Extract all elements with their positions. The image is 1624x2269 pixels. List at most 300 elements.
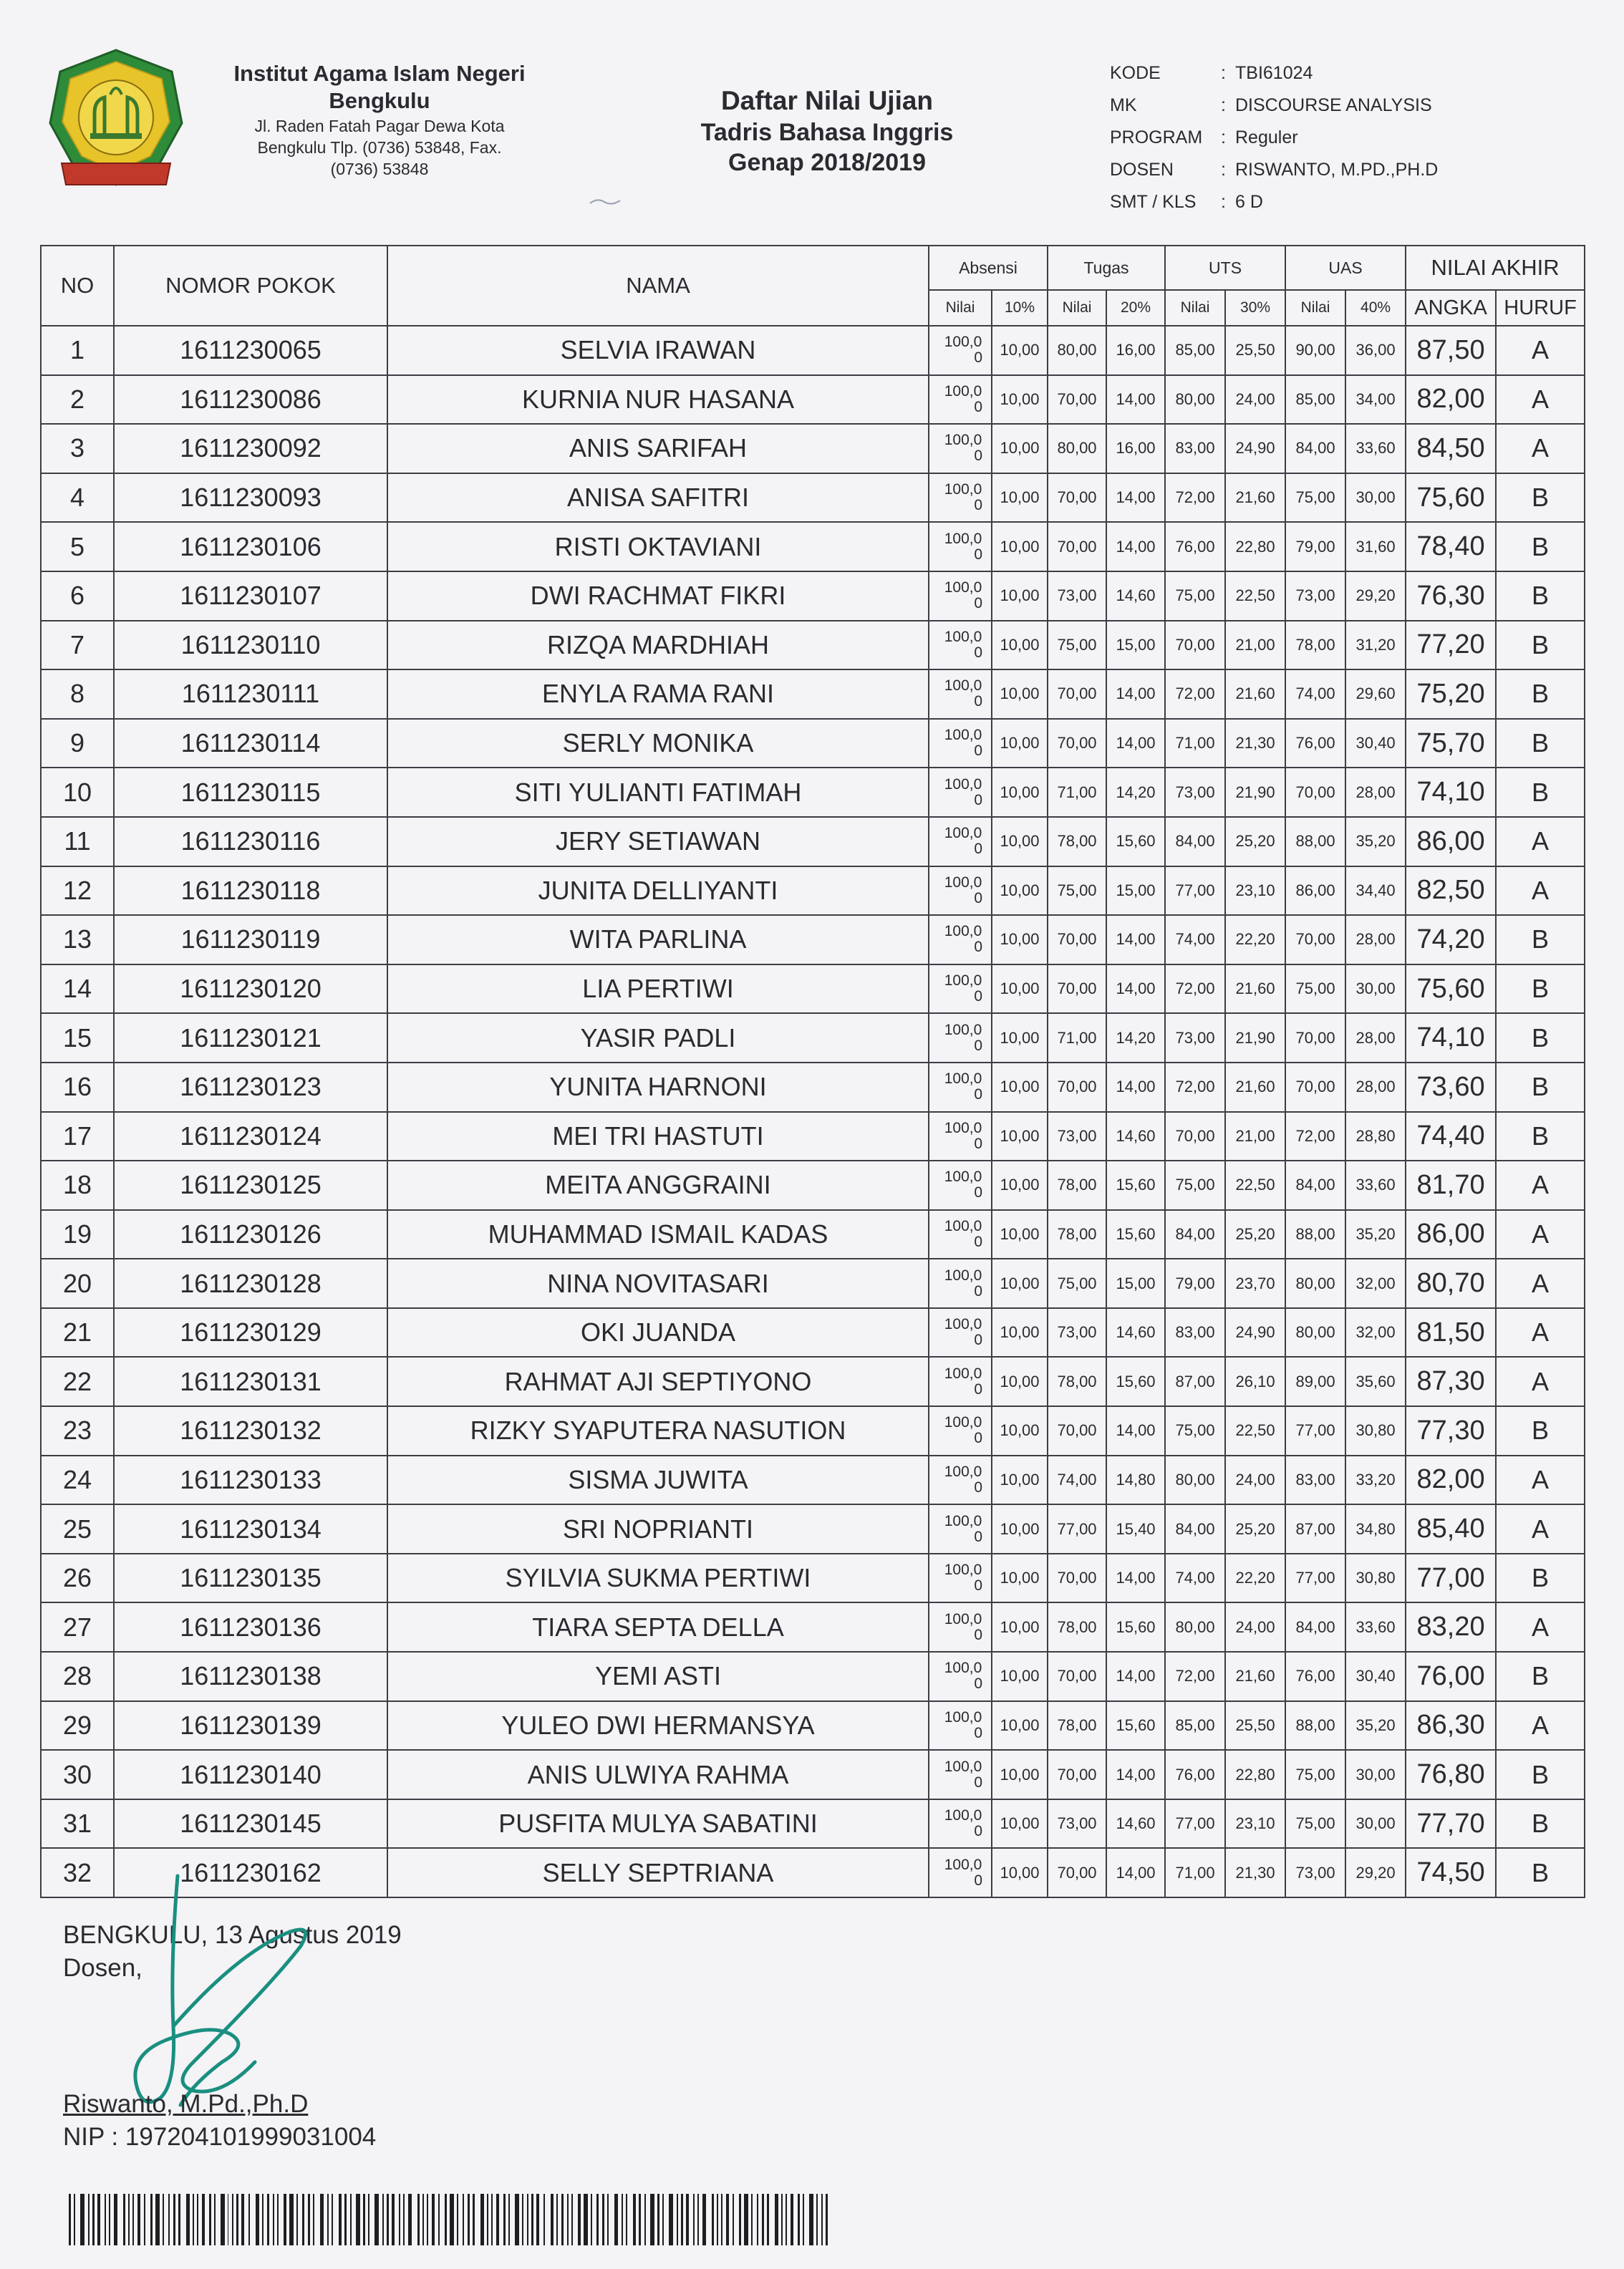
cell-nama: RIZQA MARDHIAH [387,621,929,670]
cell-uas-40pct: 35,20 [1345,1701,1406,1751]
cell-absensi-10pct: 10,00 [992,473,1048,523]
cell-absensi-10pct: 10,00 [992,817,1048,866]
meta-sep: : [1221,63,1226,83]
cell-no: 31 [41,1799,114,1849]
cell-uts-30pct: 22,50 [1225,571,1285,621]
cell-absensi-nilai [929,768,992,817]
barcode-bar [775,2194,778,2245]
title-line-2: Tadris Bahasa Inggris [700,119,954,146]
cell-tugas-nilai: 70,00 [1048,1652,1106,1701]
cell-angka: 82,50 [1406,866,1496,916]
cell-absensi-nilai [929,1210,992,1259]
cell-huruf: A [1496,1504,1585,1554]
cell-huruf: B [1496,473,1585,523]
cell-uts-nilai: 85,00 [1165,326,1225,375]
cell-absensi-nilai [929,326,992,375]
cell-uts-nilai: 73,00 [1165,768,1225,817]
barcode-bar [457,2194,458,2245]
cell-uts-30pct: 21,90 [1225,768,1285,817]
cell-nim: 1611230106 [114,522,387,571]
subheader-nilai: Nilai [1165,290,1225,326]
cell-nama: RIZKY SYAPUTERA NASUTION [387,1406,929,1456]
absensi-value-top: 100,0 [944,1512,982,1529]
cell-tugas-20pct: 15,60 [1106,1701,1165,1751]
barcode-bar [468,2194,470,2245]
cell-huruf: A [1496,1210,1585,1259]
cell-uts-nilai: 72,00 [1165,669,1225,719]
cell-angka: 86,00 [1406,1210,1496,1259]
barcode-bar [578,2194,581,2245]
barcode-bar [232,2194,233,2245]
cell-uts-30pct: 25,50 [1225,1701,1285,1751]
cell-tugas-20pct: 14,00 [1106,1652,1165,1701]
cell-uas-nilai: 84,00 [1285,1161,1345,1210]
cell-nama: RISTI OKTAVIANI [387,522,929,571]
cell-huruf: B [1496,719,1585,768]
barcode-bar [639,2194,641,2245]
absensi-value-top: 100,0 [944,1365,982,1382]
cell-uas-nilai: 73,00 [1285,571,1345,621]
cell-absensi-10pct: 10,00 [992,669,1048,719]
barcode-bar [262,2194,264,2245]
cell-nama: SYILVIA SUKMA PERTIWI [387,1554,929,1603]
barcode-bar [308,2194,310,2245]
barcode-bar [97,2194,100,2245]
cell-uas-40pct: 29,20 [1345,571,1406,621]
cell-nim: 1611230129 [114,1308,387,1358]
absensi-value-bottom: 0 [974,1872,982,1889]
cell-absensi-10pct: 10,00 [992,768,1048,817]
cell-no: 6 [41,571,114,621]
cell-nim: 1611230131 [114,1357,387,1406]
cell-tugas-20pct: 14,00 [1106,915,1165,964]
cell-absensi-nilai [929,522,992,571]
cell-uas-nilai: 78,00 [1285,621,1345,670]
cell-tugas-nilai: 77,00 [1048,1504,1106,1554]
cell-tugas-nilai: 75,00 [1048,1259,1106,1308]
cell-no: 3 [41,424,114,473]
cell-tugas-20pct: 14,00 [1106,669,1165,719]
cell-uts-nilai: 77,00 [1165,866,1225,916]
cell-uas-nilai: 72,00 [1285,1112,1345,1161]
absensi-value-top: 100,0 [944,1316,982,1333]
barcode-bar [387,2194,389,2245]
cell-huruf: B [1496,1652,1585,1701]
cell-uas-40pct: 33,60 [1345,1602,1406,1652]
barcode-bar [408,2194,412,2245]
cell-uas-nilai: 88,00 [1285,817,1345,866]
barcode-bar [463,2194,464,2245]
handwritten-signature [86,1847,344,2119]
cell-absensi-10pct: 10,00 [992,621,1048,670]
absensi-value-bottom: 0 [974,1479,982,1496]
cell-absensi-10pct: 10,00 [992,1013,1048,1063]
cell-uas-nilai: 79,00 [1285,522,1345,571]
absensi-value-bottom: 0 [974,644,982,661]
cell-uas-nilai: 77,00 [1285,1554,1345,1603]
cell-tugas-nilai: 78,00 [1048,817,1106,866]
cell-uas-40pct: 28,00 [1345,915,1406,964]
cell-nim: 1611230120 [114,964,387,1014]
absensi-value-bottom: 0 [974,988,982,1005]
absensi-value-bottom: 0 [974,1823,982,1840]
barcode-bar [214,2194,216,2245]
cell-uas-40pct: 35,60 [1345,1357,1406,1406]
cell-angka: 81,50 [1406,1308,1496,1358]
barcode-bar [567,2194,569,2245]
cell-angka: 75,70 [1406,719,1496,768]
cell-uts-30pct: 21,60 [1225,1652,1285,1701]
meta-row [1110,63,1438,95]
cell-tugas-20pct: 14,00 [1106,375,1165,425]
meta-row [1110,127,1438,160]
absensi-value-top: 100,0 [944,923,982,940]
table-row [41,1602,1585,1652]
barcode-bar [762,2194,764,2245]
absensi-value-top: 100,0 [944,775,982,793]
absensi-value-top: 100,0 [944,1856,982,1873]
signer-role: Dosen, [63,1954,142,1982]
cell-no: 18 [41,1161,114,1210]
cell-uts-30pct: 24,90 [1225,1308,1285,1358]
cell-nama: KURNIA NUR HASANA [387,375,929,425]
meta-sep: : [1221,95,1226,115]
cell-tugas-nilai: 70,00 [1048,1848,1106,1897]
barcode-bar [751,2194,753,2245]
course-meta [1110,63,1438,224]
barcode-bar [403,2194,405,2245]
cell-tugas-20pct: 15,60 [1106,1161,1165,1210]
cell-uas-40pct: 30,00 [1345,473,1406,523]
cell-angka: 76,30 [1406,571,1496,621]
cell-no: 21 [41,1308,114,1358]
table-row [41,1112,1585,1161]
cell-tugas-20pct: 14,00 [1106,719,1165,768]
absensi-value-top: 100,0 [944,1169,982,1186]
barcode-bar [350,2194,352,2245]
cell-no: 2 [41,375,114,425]
barcode-bar [726,2194,729,2245]
cell-tugas-nilai: 74,00 [1048,1456,1106,1505]
barcode-bar [209,2194,211,2245]
table-row [41,1259,1585,1308]
cell-absensi-nilai [929,1701,992,1751]
barcode-bar [551,2194,554,2245]
barcode-bar [173,2194,175,2245]
barcode-bar [327,2194,329,2245]
cell-angka: 87,30 [1406,1357,1496,1406]
barcode-bar [450,2194,454,2245]
cell-nama: PUSFITA MULYA SABATINI [387,1799,929,1849]
cell-huruf: B [1496,1013,1585,1063]
cell-absensi-10pct: 10,00 [992,1406,1048,1456]
cell-no: 32 [41,1848,114,1897]
cell-absensi-nilai [929,1456,992,1505]
cell-nama: DWI RACHMAT FIKRI [387,571,929,621]
cell-tugas-nilai: 78,00 [1048,1210,1106,1259]
col-header-nim: NOMOR POKOK [114,246,387,326]
cell-nim: 1611230140 [114,1750,387,1799]
barcode-bar [515,2194,519,2245]
cell-nim: 1611230124 [114,1112,387,1161]
table-row [41,1701,1585,1751]
cell-uts-nilai: 84,00 [1165,817,1225,866]
col-header-no: NO [41,246,114,326]
cell-nim: 1611230126 [114,1210,387,1259]
meta-key: PROGRAM [1110,127,1203,147]
barcode-bar [491,2194,493,2245]
barcode-bar [614,2194,618,2245]
barcode-bar [602,2194,604,2245]
barcode-bar [657,2194,659,2245]
cell-absensi-10pct: 10,00 [992,1112,1048,1161]
table-row [41,1210,1585,1259]
institution-name: Institut Agama Islam Negeri [233,61,526,86]
cell-uts-nilai: 80,00 [1165,1602,1225,1652]
cell-tugas-nilai: 78,00 [1048,1602,1106,1652]
cell-no: 23 [41,1406,114,1456]
barcode-bar [80,2194,84,2245]
cell-absensi-10pct: 10,00 [992,424,1048,473]
cell-uts-30pct: 22,50 [1225,1406,1285,1456]
table-row [41,1456,1585,1505]
barcode-bar [487,2194,488,2245]
cell-absensi-10pct: 10,00 [992,915,1048,964]
cell-uts-nilai: 84,00 [1165,1504,1225,1554]
cell-uts-30pct: 22,80 [1225,1750,1285,1799]
table-row [41,571,1585,621]
signer-nip: NIP : 197204101999031004 [63,2123,377,2151]
cell-nama: ENYLA RAMA RANI [387,669,929,719]
meta-value: 6 D [1235,192,1263,212]
cell-tugas-20pct: 15,00 [1106,1259,1165,1308]
cell-uts-30pct: 22,80 [1225,522,1285,571]
cell-uts-30pct: 21,60 [1225,669,1285,719]
cell-uts-nilai: 70,00 [1165,1112,1225,1161]
cell-huruf: B [1496,669,1585,719]
barcode-bar [69,2194,71,2245]
cell-huruf: A [1496,1259,1585,1308]
col-header-uts: UTS [1165,246,1285,290]
cell-uas-40pct: 36,00 [1345,326,1406,375]
cell-tugas-20pct: 14,00 [1106,1063,1165,1112]
absensi-value-top: 100,0 [944,1708,982,1726]
cell-uts-30pct: 25,50 [1225,326,1285,375]
barcode-bar [438,2194,440,2245]
cell-absensi-10pct: 10,00 [992,1161,1048,1210]
cell-absensi-nilai [929,1799,992,1849]
cell-nim: 1611230123 [114,1063,387,1112]
barcode-bar [633,2194,636,2245]
cell-uas-nilai: 90,00 [1285,326,1345,375]
cell-uas-nilai: 80,00 [1285,1308,1345,1358]
barcode-bar [382,2194,384,2245]
cell-tugas-20pct: 14,00 [1106,1750,1165,1799]
barcode-bar [123,2194,125,2245]
cell-uas-40pct: 31,20 [1345,621,1406,670]
barcode-bar [137,2194,140,2245]
cell-angka: 75,60 [1406,964,1496,1014]
cell-absensi-nilai [929,719,992,768]
cell-uts-30pct: 23,10 [1225,1799,1285,1849]
cell-nama: SELVIA IRAWAN [387,326,929,375]
cell-absensi-nilai [929,473,992,523]
cell-tugas-20pct: 15,60 [1106,1357,1165,1406]
cell-absensi-nilai [929,1750,992,1799]
cell-nama: YEMI ASTI [387,1652,929,1701]
barcode-bar [496,2194,499,2245]
cell-uas-40pct: 34,00 [1345,375,1406,425]
cell-uas-40pct: 30,00 [1345,1799,1406,1849]
cell-nim: 1611230132 [114,1406,387,1456]
meta-sep: : [1221,192,1226,212]
cell-nama: ANISA SAFITRI [387,473,929,523]
cell-angka: 74,50 [1406,1848,1496,1897]
subheader-40pct: 40% [1345,290,1406,326]
cell-no: 12 [41,866,114,916]
cell-no: 4 [41,473,114,523]
cell-tugas-nilai: 70,00 [1048,1406,1106,1456]
absensi-value-bottom: 0 [974,693,982,710]
table-row [41,817,1585,866]
cell-uas-40pct: 33,60 [1345,424,1406,473]
cell-uts-30pct: 25,20 [1225,1504,1285,1554]
institution-header [208,60,551,179]
barcode-bar [368,2194,369,2245]
cell-uas-40pct: 28,80 [1345,1112,1406,1161]
cell-nama: YASIR PADLI [387,1013,929,1063]
barcode-bar [313,2194,314,2245]
cell-uts-nilai: 75,00 [1165,571,1225,621]
cell-uas-nilai: 83,00 [1285,1456,1345,1505]
cell-tugas-nilai: 80,00 [1048,326,1106,375]
barcode-bar [422,2194,424,2245]
cell-nama: YUNITA HARNONI [387,1063,929,1112]
barcode-bar [644,2194,646,2245]
cell-nim: 1611230162 [114,1848,387,1897]
col-header-nama: NAMA [387,246,929,326]
absensi-value-bottom: 0 [974,1135,982,1152]
table-row [41,1161,1585,1210]
cell-absensi-nilai [929,866,992,916]
cell-nim: 1611230086 [114,375,387,425]
cell-huruf: A [1496,1308,1585,1358]
meta-value: RISWANTO, M.PD.,PH.D [1235,160,1439,180]
absensi-value-top: 100,0 [944,481,982,498]
barcode-bar [739,2194,741,2245]
cell-absensi-10pct: 10,00 [992,964,1048,1014]
grades-body [41,326,1585,1897]
cell-uts-30pct: 22,20 [1225,1554,1285,1603]
cell-nim: 1611230135 [114,1554,387,1603]
table-row [41,1063,1585,1112]
cell-uts-nilai: 77,00 [1165,1799,1225,1849]
cell-huruf: B [1496,1554,1585,1603]
cell-uts-nilai: 73,00 [1165,1013,1225,1063]
cell-tugas-20pct: 16,00 [1106,424,1165,473]
absensi-value-bottom: 0 [974,447,982,465]
cell-uts-nilai: 71,00 [1165,719,1225,768]
cell-uas-40pct: 33,20 [1345,1456,1406,1505]
barcode-bar [356,2194,360,2245]
cell-uas-nilai: 76,00 [1285,719,1345,768]
cell-nim: 1611230138 [114,1652,387,1701]
cell-tugas-20pct: 14,00 [1106,1406,1165,1456]
cell-absensi-10pct: 10,00 [992,866,1048,916]
cell-tugas-nilai: 70,00 [1048,719,1106,768]
cell-tugas-20pct: 14,60 [1106,1308,1165,1358]
cell-absensi-10pct: 10,00 [992,1357,1048,1406]
cell-no: 13 [41,915,114,964]
col-header-uas: UAS [1285,246,1406,290]
absensi-value-top: 100,0 [944,1021,982,1038]
cell-uts-nilai: 74,00 [1165,1554,1225,1603]
subheader-20pct: 20% [1106,290,1165,326]
cell-huruf: B [1496,964,1585,1014]
cell-huruf: B [1496,1799,1585,1849]
cell-uas-40pct: 31,60 [1345,522,1406,571]
cell-uts-30pct: 24,00 [1225,1456,1285,1505]
cell-nama: SELLY SEPTRIANA [387,1848,929,1897]
cell-tugas-nilai: 70,00 [1048,522,1106,571]
barcode-bar [74,2194,75,2245]
cell-uas-nilai: 88,00 [1285,1701,1345,1751]
barcode-bar [109,2194,110,2245]
barcode-bar [596,2194,599,2245]
cell-angka: 86,30 [1406,1701,1496,1751]
cell-tugas-20pct: 14,60 [1106,1799,1165,1849]
cell-absensi-nilai [929,817,992,866]
cell-uas-nilai: 74,00 [1285,669,1345,719]
cell-angka: 82,00 [1406,375,1496,425]
cell-absensi-nilai [929,915,992,964]
meta-row [1110,160,1438,192]
subheader-angka: ANGKA [1406,290,1496,326]
cell-uts-nilai: 75,00 [1165,1406,1225,1456]
absensi-value-bottom: 0 [974,1528,982,1545]
cell-uts-nilai: 76,00 [1165,522,1225,571]
cell-uas-40pct: 29,60 [1345,669,1406,719]
cell-uas-40pct: 30,80 [1345,1406,1406,1456]
cell-absensi-nilai [929,1259,992,1308]
cell-tugas-20pct: 14,60 [1106,571,1165,621]
cell-uas-nilai: 70,00 [1285,1013,1345,1063]
cell-nim: 1611230093 [114,473,387,523]
cell-uas-40pct: 29,20 [1345,1848,1406,1897]
cell-tugas-20pct: 16,00 [1106,326,1165,375]
cell-absensi-10pct: 10,00 [992,1554,1048,1603]
cell-nim: 1611230145 [114,1799,387,1849]
cell-huruf: A [1496,1602,1585,1652]
absensi-value-bottom: 0 [974,889,982,906]
cell-uts-nilai: 72,00 [1165,1652,1225,1701]
absensi-value-bottom: 0 [974,1282,982,1300]
absensi-value-top: 100,0 [944,874,982,891]
barcode-bar [744,2194,748,2245]
cell-nama: MEITA ANGGRAINI [387,1161,929,1210]
cell-absensi-10pct: 10,00 [992,375,1048,425]
table-row [41,1504,1585,1554]
cell-absensi-10pct: 10,00 [992,1750,1048,1799]
cell-uts-nilai: 72,00 [1165,473,1225,523]
cell-nim: 1611230121 [114,1013,387,1063]
cell-tugas-nilai: 71,00 [1048,1013,1106,1063]
cell-angka: 77,00 [1406,1554,1496,1603]
barcode-bar [527,2194,528,2245]
cell-uas-40pct: 35,20 [1345,1210,1406,1259]
barcode-bar [816,2194,818,2245]
cell-no: 14 [41,964,114,1014]
